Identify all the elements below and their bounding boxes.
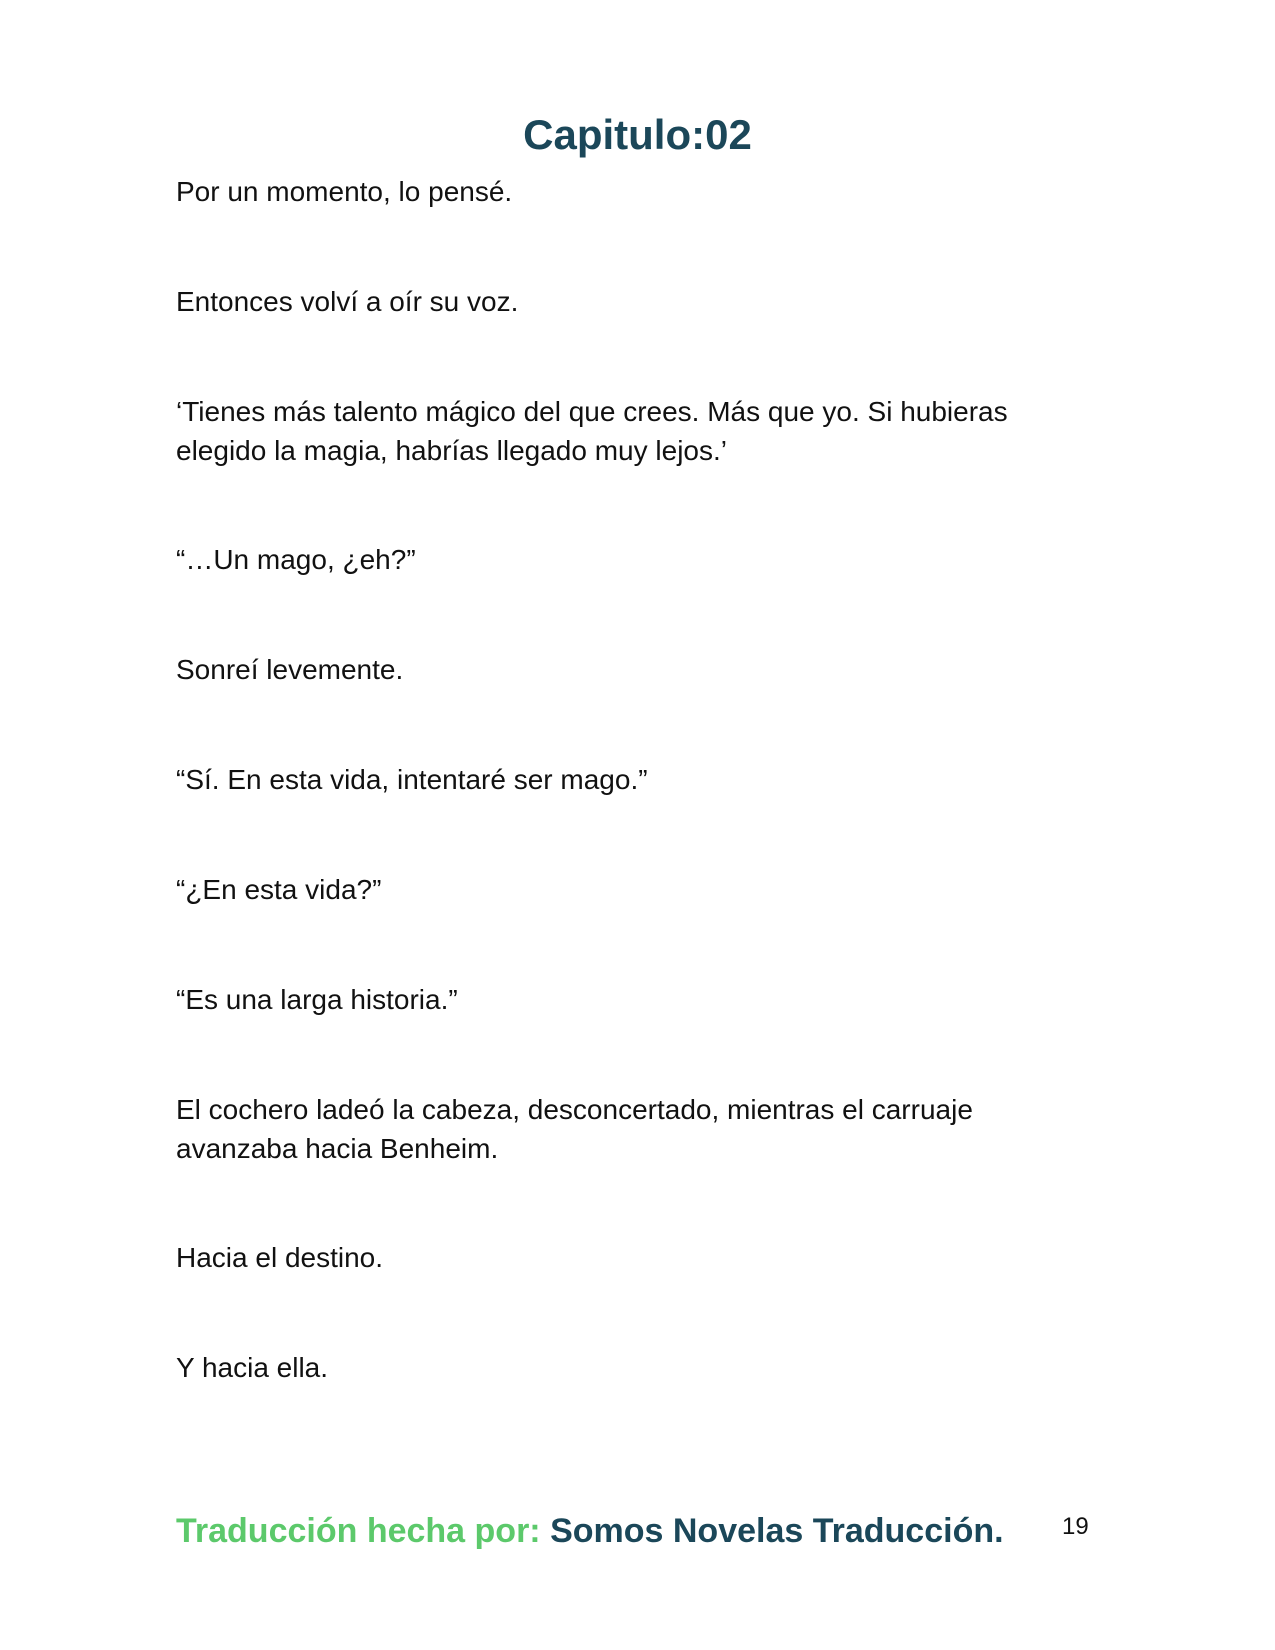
credit-name: Somos Novelas Traducción. <box>550 1512 1004 1550</box>
paragraph: “Es una larga historia.” <box>176 984 458 1015</box>
paragraph: “…Un mago, ¿eh?” <box>176 544 416 575</box>
paragraph: “Sí. En esta vida, intentaré ser mago.” <box>176 764 648 795</box>
paragraph: “¿En esta vida?” <box>176 874 382 905</box>
chapter-title: Capitulo:02 <box>523 111 752 158</box>
paragraph: ‘Tienes más talento mágico del que crees. Más que yo. Si hubieras elegido la magia, habrías llegado muy lejos.’ <box>176 396 1008 466</box>
paragraph: Entonces volví a oír su voz. <box>176 286 519 317</box>
credit-lead: Traducción hecha por: <box>176 1512 541 1550</box>
paragraph: Y hacia ella. <box>176 1352 329 1383</box>
paragraph: Hacia el destino. <box>176 1242 384 1273</box>
paragraph: Por un momento, lo pensé. <box>176 176 513 207</box>
paragraph: Sonreí levemente. <box>176 654 404 685</box>
translation-credit <box>176 1510 1004 1552</box>
paragraph: El cochero ladeó la cabeza, desconcertado, mientras el carruaje avanzaba hacia Benheim. <box>176 1094 973 1164</box>
page-number: 19 <box>1062 1513 1089 1540</box>
